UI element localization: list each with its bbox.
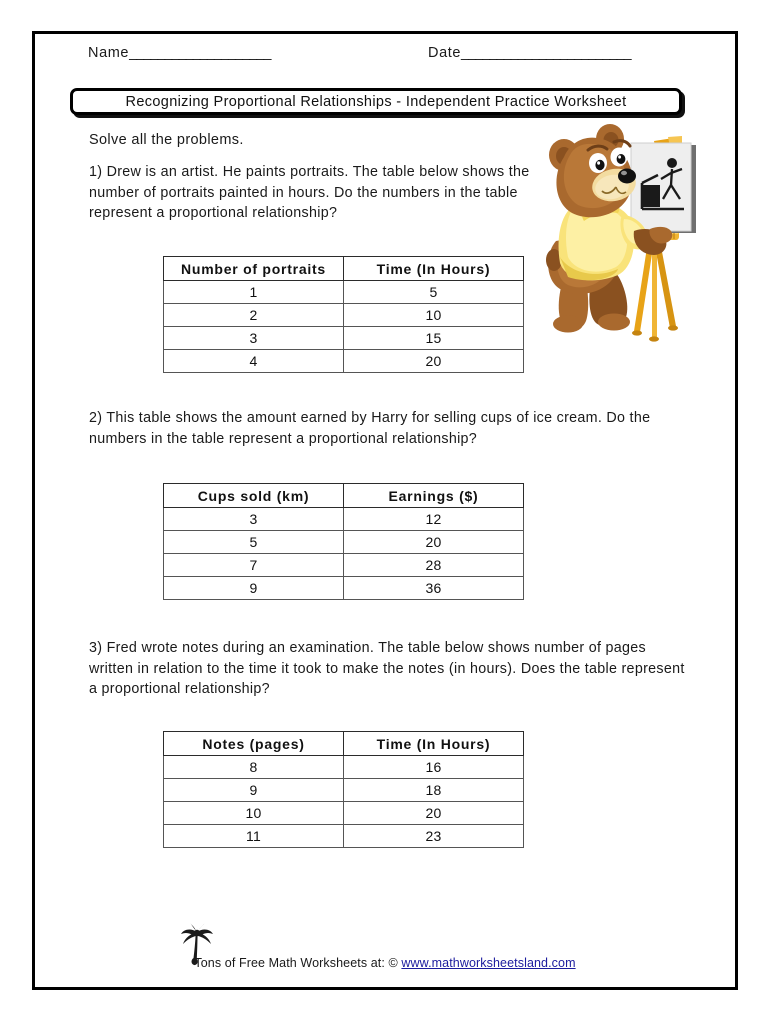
table-cell: 15 — [344, 327, 524, 350]
table-cell: 11 — [164, 825, 344, 848]
table-cell: 12 — [344, 508, 524, 531]
table-row — [164, 281, 524, 304]
name-label: Name — [88, 45, 130, 61]
table-row — [164, 577, 524, 600]
table-header-cell: Time (In Hours) — [344, 257, 524, 281]
table-cell: 1 — [164, 281, 344, 304]
bear-body — [546, 199, 648, 333]
table-cell: 20 — [344, 802, 524, 825]
table-cell: 2 — [164, 304, 344, 327]
table-row — [164, 756, 524, 779]
table-row — [164, 350, 524, 373]
table-cell: 4 — [164, 350, 344, 373]
problem-2-table — [163, 483, 524, 600]
table-header-cell: Notes (pages) — [164, 732, 344, 756]
table-header-row — [164, 257, 524, 281]
table-row — [164, 304, 524, 327]
footer-text: Tons of Free Math Worksheets at: © — [194, 956, 398, 970]
table-row — [164, 531, 524, 554]
date-blank-line[interactable]: ________________________ — [461, 45, 631, 61]
table-cell: 9 — [164, 779, 344, 802]
date-label: Date — [428, 45, 462, 61]
instructions-text: Solve all the problems. — [89, 132, 244, 148]
footer — [32, 956, 738, 970]
table-row — [164, 825, 524, 848]
table-cell: 10 — [164, 802, 344, 825]
table-row — [164, 802, 524, 825]
problem-3-table — [163, 731, 524, 848]
table-header-cell: Earnings ($) — [344, 484, 524, 508]
table-cell: 7 — [164, 554, 344, 577]
footer-website-link[interactable]: www.mathworksheetsland.com — [401, 956, 576, 970]
bear-head — [549, 124, 639, 217]
table-row — [164, 554, 524, 577]
table-row — [164, 779, 524, 802]
table-row — [164, 508, 524, 531]
table-cell: 20 — [344, 350, 524, 373]
table-cell: 5 — [344, 281, 524, 304]
bear-painting-illustration — [530, 123, 715, 353]
problem-2-text: 2) This table shows the amount earned by Harry for selling cups of ice cream. Do the numbers in the table represent a proportional relationship? — [89, 410, 651, 447]
name-date-row — [88, 45, 708, 71]
table-cell: 8 — [164, 756, 344, 779]
table-cell: 28 — [344, 554, 524, 577]
table-header-cell: Time (In Hours) — [344, 732, 524, 756]
easel-canvas — [631, 143, 696, 233]
table-cell: 36 — [344, 577, 524, 600]
table-cell: 9 — [164, 577, 344, 600]
table-cell: 3 — [164, 327, 344, 350]
table-header-cell: Cups sold (km) — [164, 484, 344, 508]
page-title: Recognizing Proportional Relationships - Independent Practice Worksheet — [125, 94, 627, 110]
table-header-row — [164, 484, 524, 508]
table-cell: 3 — [164, 508, 344, 531]
table-cell: 20 — [344, 531, 524, 554]
name-blank-line[interactable]: ____________________ — [129, 45, 271, 61]
problem-3-text: 3) Fred wrote notes during an examination. The table below shows number of pages written in relation to the time it took to make the notes (in hours). Does the table represent a proportional relationship? — [89, 640, 685, 697]
table-row — [164, 327, 524, 350]
table-cell: 18 — [344, 779, 524, 802]
table-header-row — [164, 732, 524, 756]
worksheet-content — [32, 31, 738, 990]
bear-arm — [634, 227, 673, 255]
table-cell: 5 — [164, 531, 344, 554]
problem-1-text: 1) Drew is an artist. He paints portraits. The table below shows the number of portraits painted in hours. Do the numbers in the table represent a proportional relationship? — [89, 164, 530, 221]
worksheet-title-box — [70, 88, 682, 115]
table-cell: 10 — [344, 304, 524, 327]
table-header-cell: Number of portraits — [164, 257, 344, 281]
table-cell: 16 — [344, 756, 524, 779]
date-field-group — [428, 45, 631, 61]
problem-1-table — [163, 256, 524, 373]
table-cell: 23 — [344, 825, 524, 848]
